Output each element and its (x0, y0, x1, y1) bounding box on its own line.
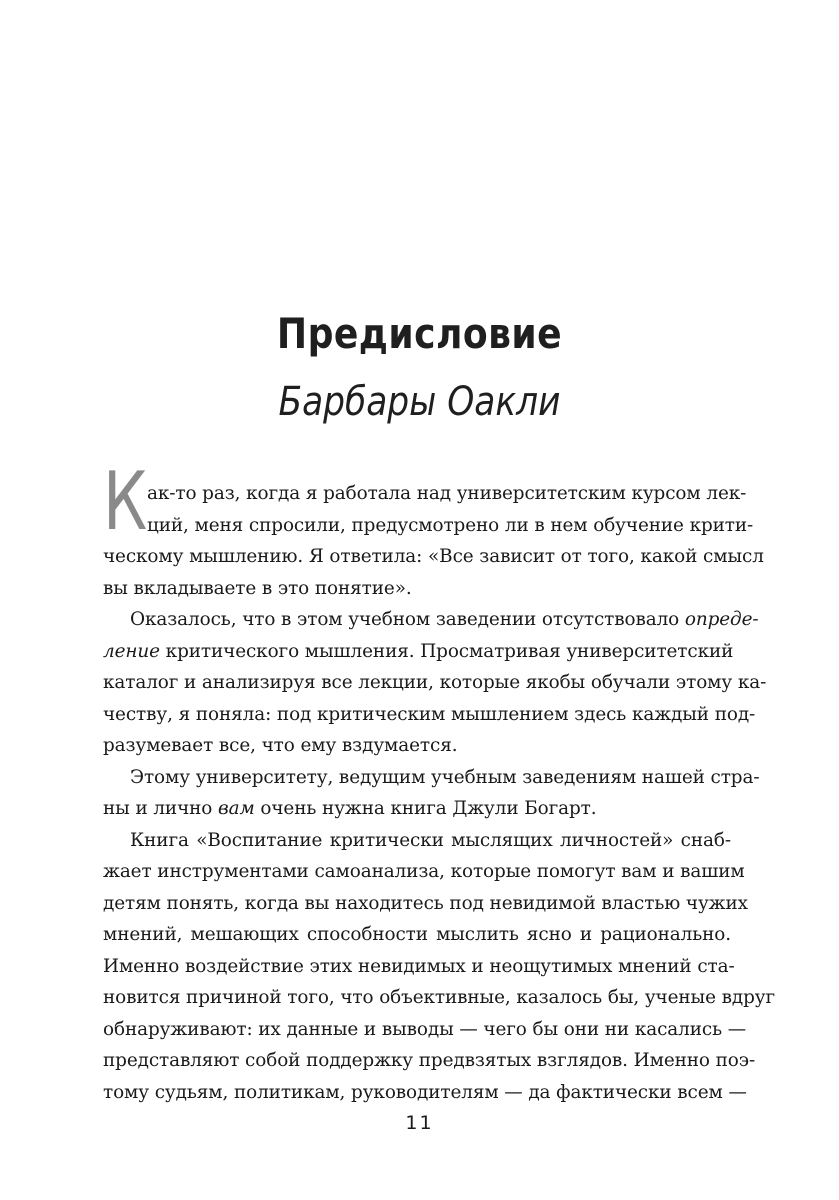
text-line: каталог и анализируя все лекции, которые якобы обучали этому ка- (103, 672, 767, 693)
body-text (103, 478, 776, 1108)
chapter-title: Предисловие (276, 309, 563, 358)
drop-cap-letter: К (103, 455, 148, 548)
chapter-subtitle: Барбары Оакли (278, 379, 561, 425)
text-line: представляют собой поддержку предвзятых взглядов. Именно поэ- (103, 1050, 756, 1071)
text-line: мнений, мешающих способности мыслить ясно и рационально. (103, 924, 731, 945)
text-line: тому судьям, политикам, руководителям — да фактически всем — (103, 1081, 747, 1103)
text-line: жает инструментами самоанализа, которые помогут вам и вашим (103, 861, 745, 882)
italic-fragment: ление (103, 640, 160, 662)
text-line: ческому мышлению. Я ответила: «Все зависит от того, какой смысл (103, 546, 764, 567)
text-line (103, 793, 731, 825)
italic-fragment: опреде- (684, 609, 759, 630)
text-line: детям понять, когда вы находитесь под невидимой властью чужих (103, 892, 748, 914)
italic-fragment: вам (218, 798, 255, 819)
text-line: ак-то раз, когда я работала над университетским курсом лек- (147, 483, 747, 504)
text-line: ций, меня спросили, предусмотрено ли в нем обучение крити- (147, 514, 754, 536)
text-fragment: Оказалось, что в этом учебном заведении отсутствовало (130, 609, 685, 630)
text-line (103, 636, 734, 668)
text-fragment: критического мышления. Просматривая университетский (159, 640, 734, 662)
text-line: разумевает все, что ему вздумается. (103, 735, 458, 756)
page-number: 11 (405, 1112, 434, 1134)
text-line: честву, я поняла: под критическим мышлением здесь каждый под- (103, 703, 756, 725)
text-line (103, 604, 759, 636)
text-line: вы вкладываете в это понятие». (103, 577, 412, 599)
text-fragment: очень нужна книга Джули Богарт. (254, 798, 597, 819)
text-line: Этому университету, ведущим учебным заведениям нашей стра- (130, 766, 760, 788)
text-line: Книга «Воспитание критически мыслящих личностей» снаб- (130, 829, 731, 851)
text-line: новится причиной того, что объективные, казалось бы, ученые вдруг (103, 987, 776, 1008)
text-fragment: ны и лично (103, 798, 219, 819)
text-line: обнаруживают: их данные и выводы — чего бы они ни касались — (103, 1018, 747, 1040)
text-line: Именно воздействие этих невидимых и неощутимых мнений ста- (103, 955, 735, 977)
